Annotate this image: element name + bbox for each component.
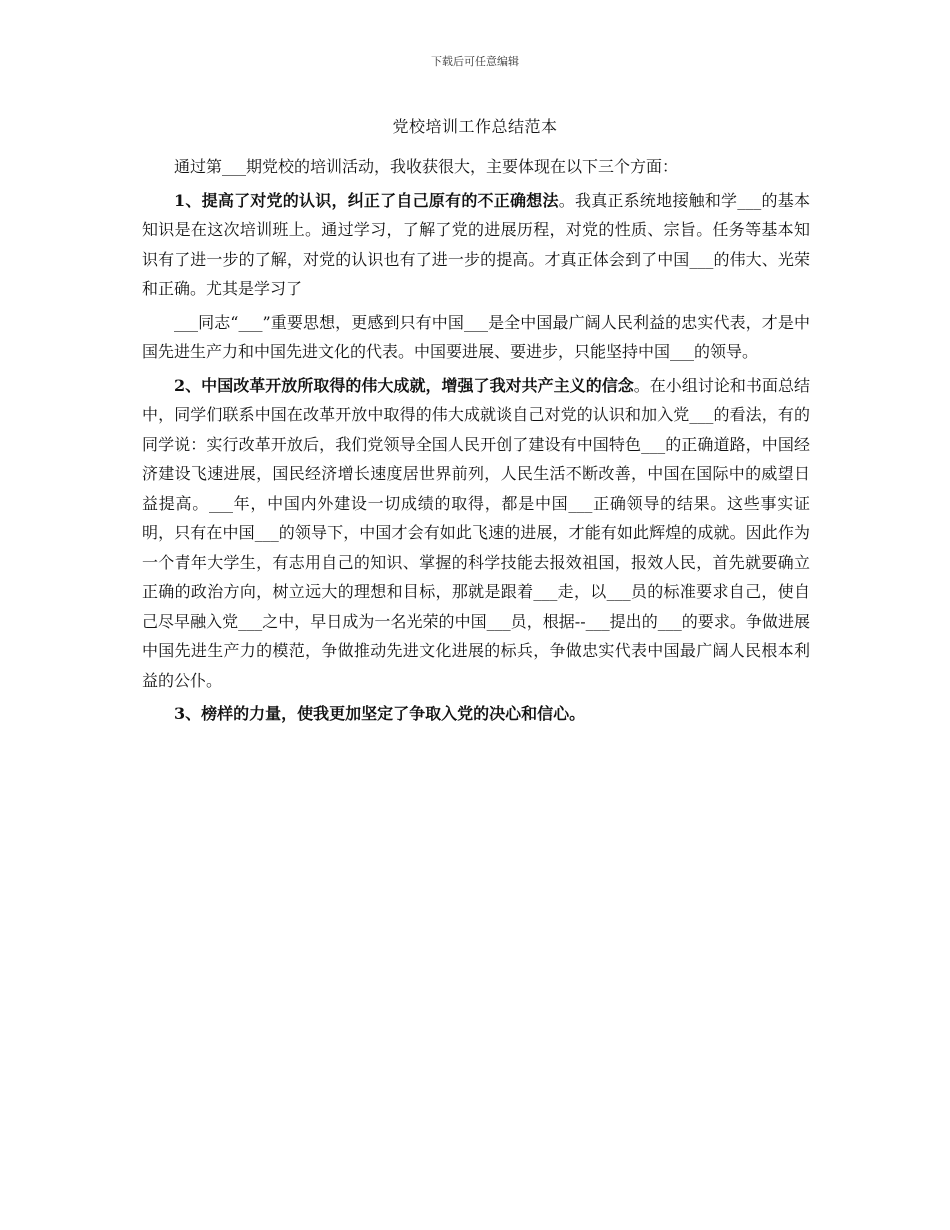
document-title: 党校培训工作总结范本 — [392, 117, 558, 136]
paragraph-point-1 — [142, 186, 810, 304]
paragraph-lead: 1、提高了对党的认识，纠正了自己原有的不正确想法 — [174, 190, 559, 210]
paragraph-text: 。我真正系统地接触和学___的基本知识是在这次培训班上。通过学习，了解了党的进展历程，对党的性质、宗旨。任务等基本知识有了进一步的了解，对党的认识也有了进一步的提高。才真正体会到了中国___的伟大、光荣和正确。尤其是学习了 — [142, 190, 810, 298]
paragraph-text: 通过第___期党校的培训活动，我收获很大，主要体现在以下三个方面： — [174, 157, 679, 176]
paragraph-point-1-continued — [142, 308, 810, 367]
paragraph-intro — [142, 152, 810, 182]
document-body — [142, 152, 810, 733]
header-note: 下载后可任意编辑 — [431, 55, 519, 68]
paragraph-point-3 — [142, 699, 810, 729]
paragraph-lead: 2、中国改革开放所取得的伟大成就，增强了我对共产主义的信念 — [174, 375, 634, 395]
paragraph-point-2 — [142, 371, 810, 696]
paragraph-lead: 3、榜样的力量，使我更加坚定了争取入党的决心和信心。 — [174, 704, 586, 723]
paragraph-text: ___同志“___”重要思想，更感到只有中国___是全中国最广阔人民利益的忠实代表，才是中国先进生产力和中国先进文化的代表。中国要进展、要进步，只能坚持中国___的领导。 — [142, 312, 810, 361]
paragraph-text: 。在小组讨论和书面总结中，同学们联系中国在改革开放中取得的伟大成就谈自己对党的认识和加入党___的看法，有的同学说：实行改革开放后，我们党领导全国人民开创了建设有中国特色___的正确道路，中国经济建设飞速进展，国民经济增长速度居世界前列，人民生活不断改善，中国在国际中的威望日益提高。___年，中国内外建设一切成绩的取得，都是中国___正确领导的结果。这些事实证明，只有在中国___的领导下，中国才会有如此飞速的进展，才能有如此辉煌的成就。因此作为一个青年大学生，有志用自己的知识、掌握的科学技能去报效祖国，报效人民，首先就要确立正确的政治方向，树立远大的理想和目标，那就是跟着___走，以___员的标准要求自己，使自己尽早融入党___之中，早日成为一名光荣的中国___员，根据--___提出的___的要求。争做进展中国先进生产力的模范，争做推动先进文化进展的标兵，争做忠实代表中国最广阔人民根本利益的公仆。 — [142, 375, 810, 690]
